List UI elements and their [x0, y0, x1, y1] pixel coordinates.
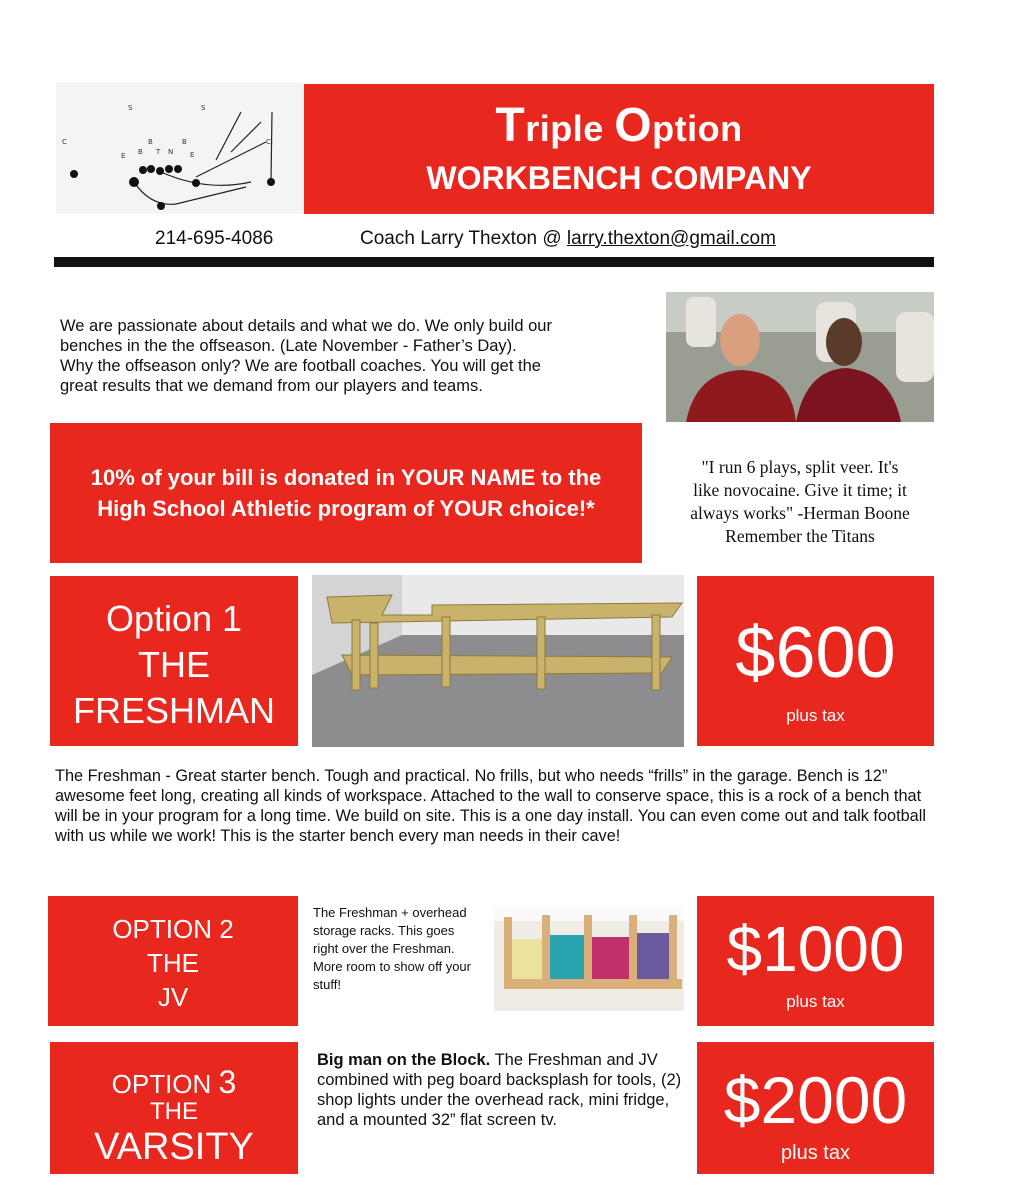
svg-text:E: E — [190, 151, 195, 159]
intro-paragraph: We are passionate about details and what we do. We only build our benches in the the offseason. (Late November - Father’s Day). Why the offseason only? We are football coaches. You will get the great results that we demand from our players and teams. — [60, 317, 552, 395]
overhead-racks-image — [494, 907, 684, 1011]
header-divider — [54, 257, 934, 267]
svg-text:S: S — [128, 104, 133, 112]
svg-text:N: N — [168, 148, 174, 156]
option-3-label: OPTION 3 THE VARSITY — [50, 1042, 298, 1174]
donation-banner: 10% of your bill is donated in YOUR NAME to the High School Athletic program of YOUR choice!* — [50, 423, 642, 563]
option-1-price: $600 — [735, 613, 896, 693]
svg-text:E: E — [121, 152, 126, 160]
coach-contact: Coach Larry Thexton @ larry.thexton@gmail.com — [360, 228, 776, 249]
option-1-price-box — [697, 576, 934, 746]
option-2-price-box — [697, 896, 934, 1026]
option-2-label: OPTION 2 THE JV — [48, 896, 298, 1026]
option-2-description: The Freshman + overhead storage racks. This goes right over the Freshman. More room to show off your stuff! — [313, 905, 471, 992]
svg-text:T: T — [156, 148, 161, 156]
option-3-price: $2000 — [723, 1063, 908, 1137]
option-2-tax-note: plus tax — [786, 992, 845, 1011]
freshman-bench-image — [312, 575, 684, 747]
option-3-price-box — [697, 1042, 934, 1174]
option-1-label: Option 1 THE FRESHMAN — [50, 576, 298, 746]
svg-text:B: B — [182, 138, 187, 146]
option-3-description: Big man on the Block. The Freshman and JV combined with peg board backsplash for tools, (2) shop lights under the overhead rack, mini fridge, and a mounted 32” flat screen tv. — [317, 1051, 682, 1129]
svg-text:B: B — [148, 138, 153, 146]
option-2-price: $1000 — [726, 913, 905, 985]
svg-text:S: S — [201, 104, 206, 112]
svg-text:B: B — [138, 148, 143, 156]
svg-text:C: C — [62, 138, 67, 146]
coaches-photo — [666, 292, 934, 422]
option-1-description: The Freshman - Great starter bench. Tough and practical. No frills, but who needs “frills” in the garage. Bench is 12” awesome feet long, creating all kinds of workspace. Attached to the wall to conserve space, this is a rock of a bench that will be in your program for a long time. We build on site. This is a one day install. You can even come out and talk football with us while we work! This is the starter bench every man needs in their cave! — [55, 767, 926, 845]
company-name: Triple Option — [495, 99, 743, 152]
play-diagram-image — [56, 82, 306, 214]
phone-number: 214-695-4086 — [155, 228, 274, 249]
movie-quote: "I run 6 plays, split veer. It's like novocaine. Give it time; it always works" -Herman Boone Remember the Titans — [690, 457, 910, 546]
option-1-tax-note: plus tax — [786, 706, 845, 725]
email-link[interactable]: larry.thexton@gmail.com — [566, 228, 776, 249]
company-subtitle: WORKBENCH COMPANY — [426, 160, 812, 196]
company-title-banner — [304, 84, 934, 214]
svg-text:C: C — [266, 138, 271, 146]
option-3-tax-note: plus tax — [781, 1142, 850, 1164]
